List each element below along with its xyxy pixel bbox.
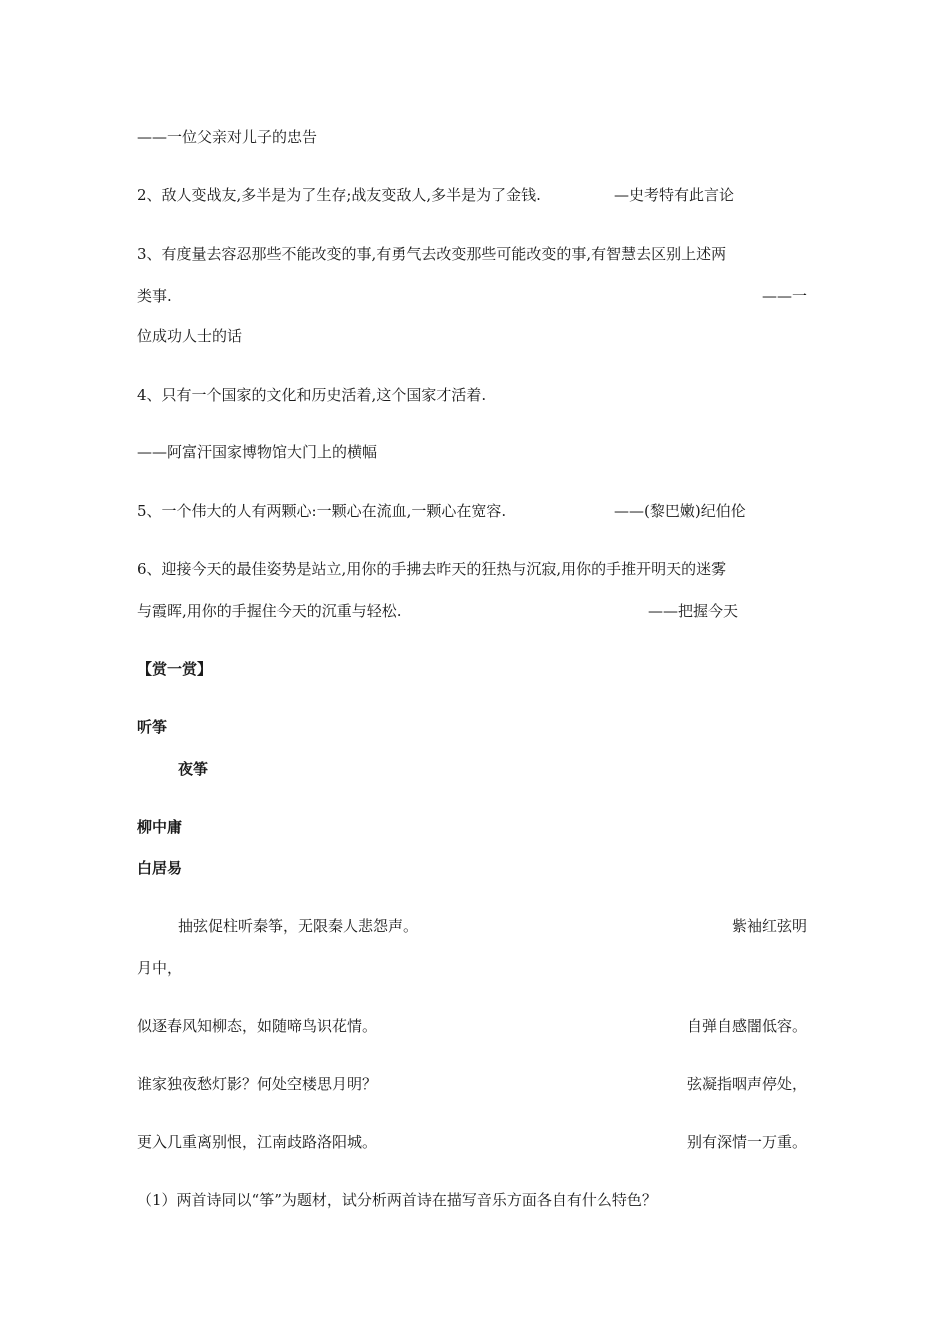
- poem-line-1-left: 抽弦促柱听秦筝，无限秦人悲怨声。: [178, 917, 419, 935]
- poem-1-title: 听筝: [137, 718, 168, 736]
- section-title: 【赏一赏】: [137, 660, 213, 678]
- poem-line-2-right: 自弹自感闇低容。: [686, 1017, 807, 1035]
- poem-1-author: 柳中庸: [137, 818, 183, 836]
- poem-line-4-right: 别有深情一万重。: [686, 1133, 807, 1151]
- poem-line-3-right: 弦凝指咽声停处，: [686, 1075, 807, 1093]
- poem-2-author: 白居易: [137, 859, 183, 877]
- quote-4: 4、只有一个国家的文化和历史活着,这个国家才活着.: [137, 386, 487, 404]
- poem-line-3-left: 谁家独夜愁灯影？何处空楼思月明？: [137, 1075, 378, 1093]
- quote-2-source: —史考特有此言论: [614, 186, 735, 204]
- poem-line-4-left: 更入几重离别恨，江南歧路洛阳城。: [137, 1133, 378, 1151]
- question-1: （1）两首诗同以“筝”为题材，试分析两首诗在描写音乐方面各自有什么特色？: [137, 1191, 657, 1209]
- quote-4-source: ——阿富汗国家博物馆大门上的横幅: [137, 443, 378, 461]
- quote-6-line-1: 6、迎接今天的最佳姿势是站立,用你的手拂去昨天的狂热与沉寂,用你的手推开明天的迷雾: [137, 560, 727, 578]
- quote-6-source: ——把握今天: [648, 602, 739, 620]
- poem-line-2-left: 似逐春风知柳态，如随啼鸟识花情。: [137, 1017, 378, 1035]
- quote-2: 2、敌人变战友,多半是为了生存;战友变敌人,多半是为了金钱.: [137, 186, 541, 204]
- quote-3-source-b: 位成功人士的话: [137, 327, 243, 345]
- quote-5: 5、一个伟大的人有两颗心:一颗心在流血,一颗心在宽容.: [137, 502, 507, 520]
- poem-2-title: 夜筝: [178, 760, 209, 778]
- quote-6-line-2: 与霞晖,用你的手握住今天的沉重与轻松.: [137, 602, 402, 620]
- quote-3-line-1: 3、有度量去容忍那些不能改变的事,有勇气去改变那些可能改变的事,有智慧去区别上述两: [137, 245, 727, 263]
- quote-3-line-2: 类事.: [137, 287, 172, 305]
- poem-line-1-right: 紫袖红弦明: [731, 917, 807, 935]
- quote-1-source: ——一位父亲对儿子的忠告: [137, 128, 318, 146]
- quote-3-source-a: ——一: [761, 287, 807, 305]
- poem-line-1-continued: 月中，: [137, 959, 183, 977]
- quote-5-source: ——(黎巴嫩)纪伯伦: [614, 502, 746, 520]
